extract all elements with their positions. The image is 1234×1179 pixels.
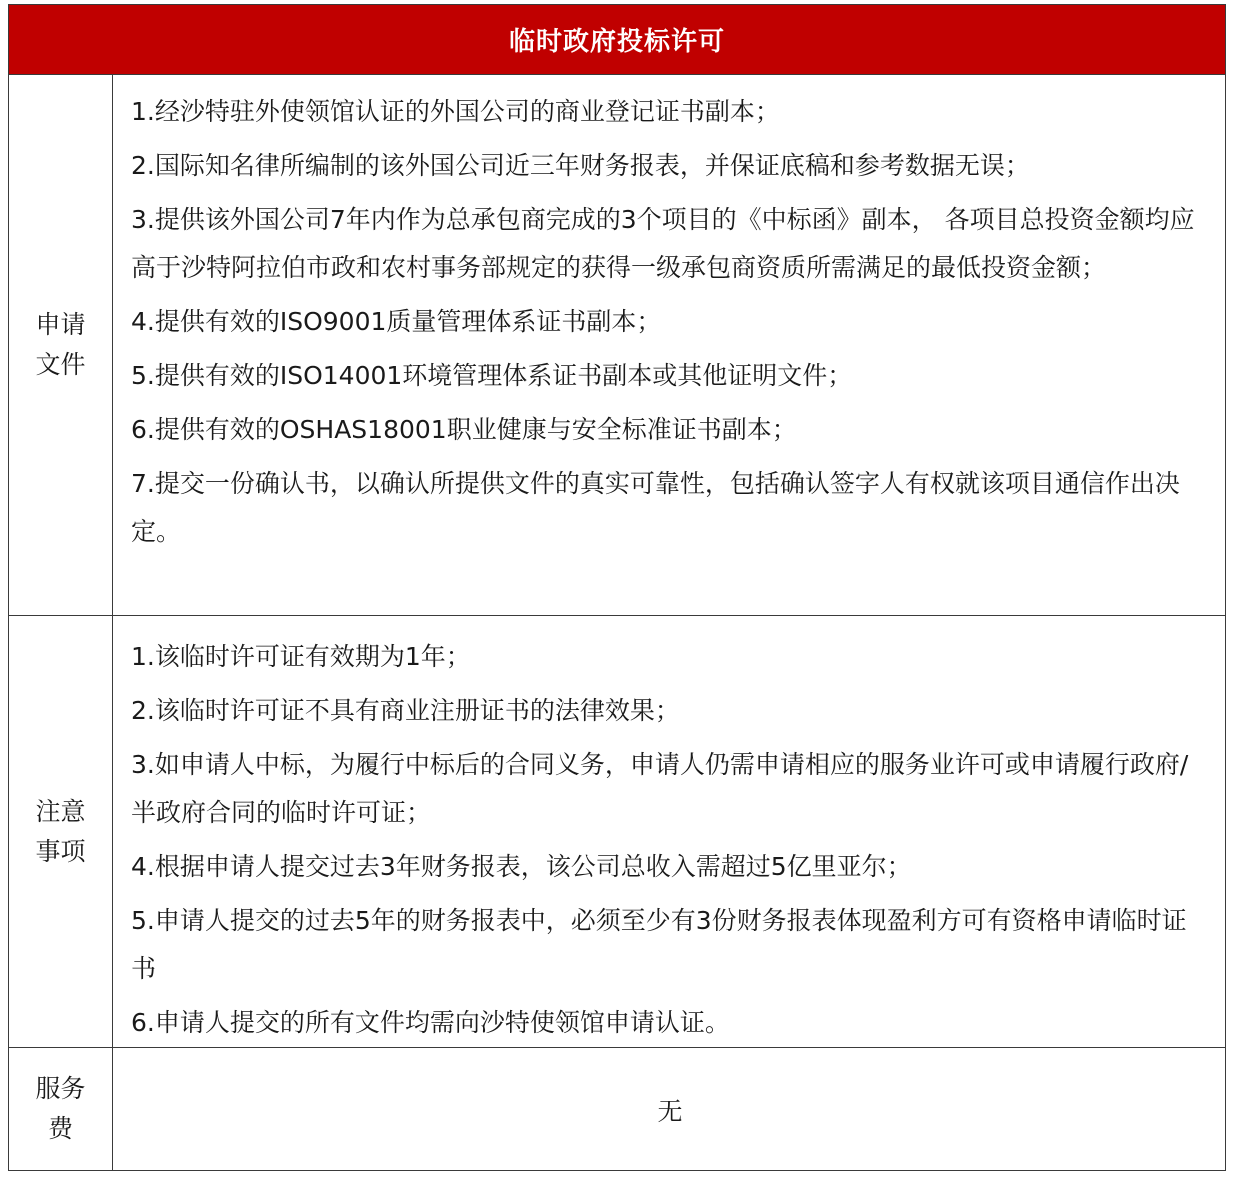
label-text: 注意事项 bbox=[35, 796, 86, 866]
list-item: 3.如申请人中标，为履行中标后的合同义务，申请人仍需申请相应的服务业许可或申请履行政府/半政府合同的临时许可证； bbox=[131, 750, 1189, 827]
list-item: 7.提交一份确认书，以确认所提供文件的真实可靠性，包括确认签字人有权就该项目通信作出决定。 bbox=[131, 469, 1180, 546]
list-item: 5.提供有效的ISO14001环境管理体系证书副本或其他证明文件； bbox=[131, 361, 853, 390]
permit-table bbox=[8, 4, 1226, 1171]
list-item: 5.申请人提交的过去5年的财务报表中，必须至少有3份财务报表体现盈利方可有资格申请临时证书 bbox=[131, 906, 1187, 983]
notes-list bbox=[113, 616, 1225, 1047]
list-item: 6.申请人提交的所有文件均需向沙特使领馆申请认证。 bbox=[131, 1008, 730, 1037]
service-fee-value bbox=[113, 1048, 1225, 1170]
list-item: 4.根据申请人提交过去3年财务报表，该公司总收入需超过5亿里亚尔； bbox=[131, 852, 912, 881]
row-service-fee bbox=[9, 1048, 1225, 1170]
list-item: 1.该临时许可证有效期为1年； bbox=[131, 642, 471, 671]
row-label-notes bbox=[9, 616, 113, 1047]
row-label-service-fee bbox=[9, 1048, 113, 1170]
application-documents-list bbox=[113, 75, 1225, 615]
service-fee-text: 无 bbox=[657, 1097, 683, 1126]
list-item: 3.提供该外国公司7年内作为总承包商完成的3个项目的《中标函》副本， 各项目总投资金额均应高于沙特阿拉伯市政和农村事务部规定的获得一级承包商资质所需满足的最低投资金额； bbox=[131, 205, 1195, 282]
label-text: 服务费 bbox=[35, 1074, 86, 1143]
table-title: 临时政府投标许可 bbox=[9, 5, 1225, 75]
list-item: 4.提供有效的ISO9001质量管理体系证书副本； bbox=[131, 307, 662, 336]
label-text: 申请文件 bbox=[35, 310, 86, 379]
list-item: 1.经沙特驻外使领馆认证的外国公司的商业登记证书副本； bbox=[131, 97, 780, 126]
row-label-application-documents bbox=[9, 75, 113, 615]
list-item: 6.提供有效的OSHAS18001职业健康与安全标准证书副本； bbox=[131, 415, 797, 444]
row-notes bbox=[9, 616, 1225, 1048]
list-item: 2.该临时许可证不具有商业注册证书的法律效果； bbox=[131, 696, 680, 725]
row-application-documents bbox=[9, 75, 1225, 616]
list-item: 2.国际知名律所编制的该外国公司近三年财务报表，并保证底稿和参考数据无误； bbox=[131, 151, 1030, 180]
